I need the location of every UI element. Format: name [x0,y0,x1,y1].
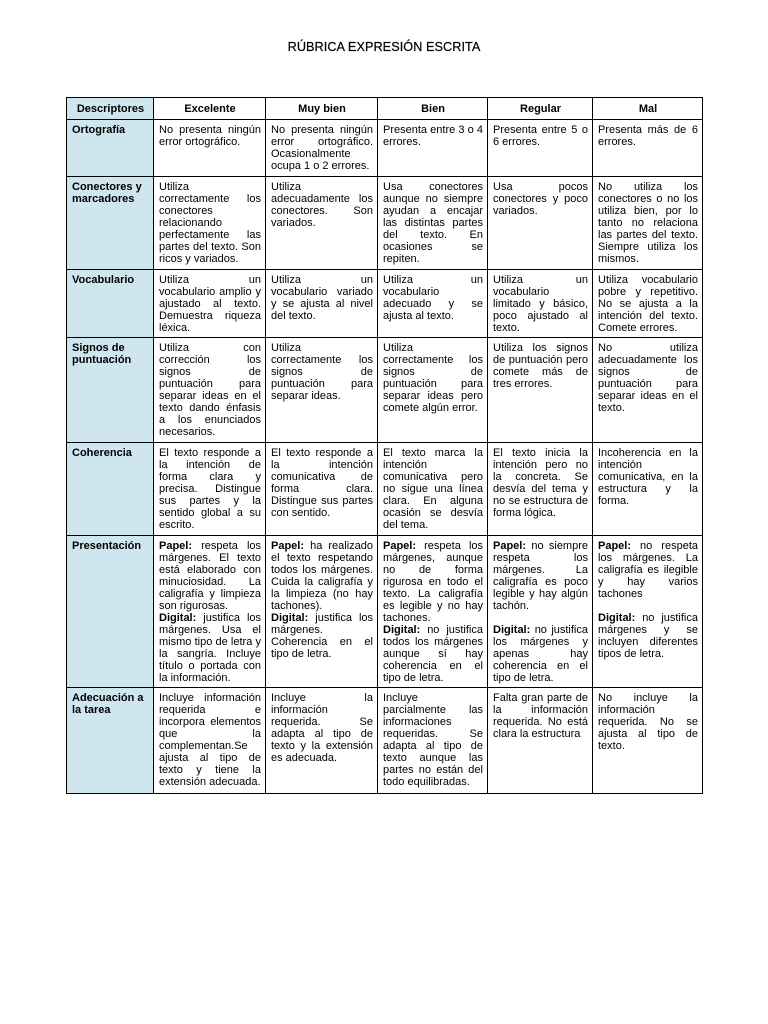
papel-text: no siempre respeta los márgenes. La caligrafía es poco legible y hay algún tachón. [493,540,588,612]
papel-paragraph [271,540,373,612]
rubric-cell-bien: Incluye parcialmente las informaciones requeridas. Se adapta al tipo de texto aunque las partes no están del todo equilibradas. [378,688,488,794]
rubric-row-presentacion [67,536,703,688]
rubric-row-signos-de-puntuacion [67,338,703,443]
rubric-cell-bien: Presenta entre 3 o 4 errores. [378,120,488,177]
digital-text: no justifica todos los márgenes aunque sí hay coherencia en el tipo de letra. [383,624,483,684]
papel-label: Papel: [271,540,305,552]
papel-text: respeta los márgenes, aunque no de forma rigurosa en todo el texto. La caligrafía es legible y no hay tachones. [383,540,484,624]
column-header-mal: Mal [593,98,703,120]
digital-paragraph [493,624,588,684]
papel-label: Papel: [383,540,417,552]
rubric-row-adecuacion [67,688,703,794]
column-header-descriptores: Descriptores [67,98,154,120]
rubric-cell-mal: Utiliza vocabulario pobre y repetitivo. No se ajusta a la intención del texto. Comete errores. [593,270,703,338]
descriptor-label: Ortografía [67,120,154,177]
rubric-cell-mal: No utiliza adecuadamente los signos de puntuación para separar ideas en el texto. [593,338,703,443]
rubric-row-conectores [67,177,703,270]
rubric-cell-regular: Usa pocos conectores y poco variados. [488,177,593,270]
column-header-excelente: Excelente [154,98,266,120]
papel-label: Papel: [493,540,527,552]
column-header-regular: Regular [488,98,593,120]
document-title: RÚBRICA EXPRESIÓN ESCRITA [287,40,481,54]
descriptor-label: Coherencia [67,443,154,536]
rubric-cell-mal: Incoherencia en la intención comunicativa, en la estructura y la forma. [593,443,703,536]
rubric-cell-regular: Utiliza los signos de puntuación pero comete más de tres errores. [488,338,593,443]
papel-label: Papel: [159,540,193,552]
papel-text: respeta los márgenes. El texto está elaborado con minuciosidad. La caligrafía y limpieza son rigurosas. [159,540,262,612]
rubric-row-ortografia [67,120,703,177]
papel-paragraph [159,540,261,612]
descriptor-label: Adecuación a la tarea [67,688,154,794]
digital-label: Digital: [493,624,531,636]
digital-label: Digital: [383,624,421,636]
rubric-cell-muy-bien: No presenta ningún error ortográfico. Ocasionalmente ocupa 1 o 2 errores. [266,120,378,177]
rubric-cell-regular: Utiliza un vocabulario limitado y básico, poco ajustado al texto. [488,270,593,338]
rubric-cell-excelente: No presenta ningún error ortográfico. [154,120,266,177]
rubric-cell-excelente: El texto responde a la intención de forma clara y precisa. Distingue sus partes y la sentido global a su escrito. [154,443,266,536]
rubric-cell-regular: Falta gran parte de la información requerida. No está clara la estructura [488,688,593,794]
header-row [67,98,703,120]
papel-paragraph [383,540,483,624]
descriptor-label: Presentación [67,536,154,688]
digital-label: Digital: [271,612,309,624]
papel-label: Papel: [598,540,632,552]
digital-text: justifica los márgenes. Usa el mismo tipo de letra y la sangría. Incluye título o portada con la información. [159,612,262,684]
digital-label: Digital: [598,612,636,624]
descriptor-label: Conectores y marcadores [67,177,154,270]
rubric-cell-excelente [154,536,266,688]
rubric-cell-bien: El texto marca la intención comunicativa pero no sigue una línea clara. En alguna ocasión se desvía del tema. [378,443,488,536]
rubric-cell-mal: No utiliza los conectores o no los utiliza bien, por lo tanto no relaciona las partes del texto. Siempre utiliza los mismos. [593,177,703,270]
papel-text: no respeta los márgenes. La caligrafía es ilegible y hay varios tachones [598,540,698,600]
rubric-table [66,97,703,794]
rubric-cell-muy-bien: Utiliza adecuadamente los conectores. Son variados. [266,177,378,270]
digital-paragraph [598,612,698,660]
rubric-cell-bien [378,536,488,688]
digital-paragraph [383,624,483,684]
rubric-cell-muy-bien: El texto responde a la intención comunicativa de forma clara. Distingue sus partes con sentido. [266,443,378,536]
rubric-cell-excelente: Incluye información requerida e incorpora elementos que la complementan.Se ajusta al tipo de texto y tiene la extensión adecuada. [154,688,266,794]
papel-text: ha realizado el texto respetando todos los márgenes. Cuida la caligrafía y la limpieza (no hay tachones). [271,540,374,612]
digital-paragraph [159,612,261,684]
rubric-cell-mal: Presenta más de 6 errores. [593,120,703,177]
rubric-cell-muy-bien [266,536,378,688]
rubric-cell-excelente: Utiliza un vocabulario amplio y ajustado al texto. Demuestra riqueza léxica. [154,270,266,338]
rubric-cell-muy-bien: Utiliza un vocabulario variado y se ajusta al nivel del texto. [266,270,378,338]
rubric-cell-regular: Presenta entre 5 o 6 errores. [488,120,593,177]
rubric-cell-bien: Utiliza un vocabulario adecuado y se ajusta al texto. [378,270,488,338]
rubric-cell-muy-bien: Incluye la información requerida. Se adapta al tipo de texto y la extensión es adecuada. [266,688,378,794]
digital-label: Digital: [159,612,197,624]
digital-text: no justifica márgenes y se incluyen diferentes tipos de letra. [598,612,698,660]
rubric-cell-mal: No incluye la información requerida. No se ajusta al tipo de texto. [593,688,703,794]
papel-paragraph [493,540,588,612]
rubric-cell-bien: Usa conectores aunque no siempre ayudan a encajar las distintas partes del texto. En ocasiones se repiten. [378,177,488,270]
rubric-row-vocabulario [67,270,703,338]
papel-paragraph [598,540,698,600]
column-header-bien: Bien [378,98,488,120]
column-header-muy-bien: Muy bien [266,98,378,120]
descriptor-label: Vocabulario [67,270,154,338]
rubric-cell-mal [593,536,703,688]
digital-text: no justifica los márgenes y apenas hay coherencia en el tipo de letra. [493,624,588,684]
rubric-cell-excelente: Utiliza con corrección los signos de puntuación para separar ideas en el texto dando énfasis a los enunciados necesarios. [154,338,266,443]
rubric-row-coherencia [67,443,703,536]
descriptor-label: Signos de puntuación [67,338,154,443]
rubric-cell-excelente: Utiliza correctamente los conectores relacionando perfectamente las partes del texto. Son ricos y variados. [154,177,266,270]
rubric-cell-regular: El texto inicia la intención pero no la concreta. Se desvía del tema y no se estructura de forma lógica. [488,443,593,536]
rubric-cell-muy-bien: Utiliza correctamente los signos de puntuación para separar ideas. [266,338,378,443]
rubric-cell-regular [488,536,593,688]
digital-paragraph [271,612,373,660]
digital-text: justifica los márgenes. Coherencia en el tipo de letra. [271,612,374,660]
rubric-cell-bien: Utiliza correctamente los signos de puntuación para separar ideas pero comete algún error. [378,338,488,443]
